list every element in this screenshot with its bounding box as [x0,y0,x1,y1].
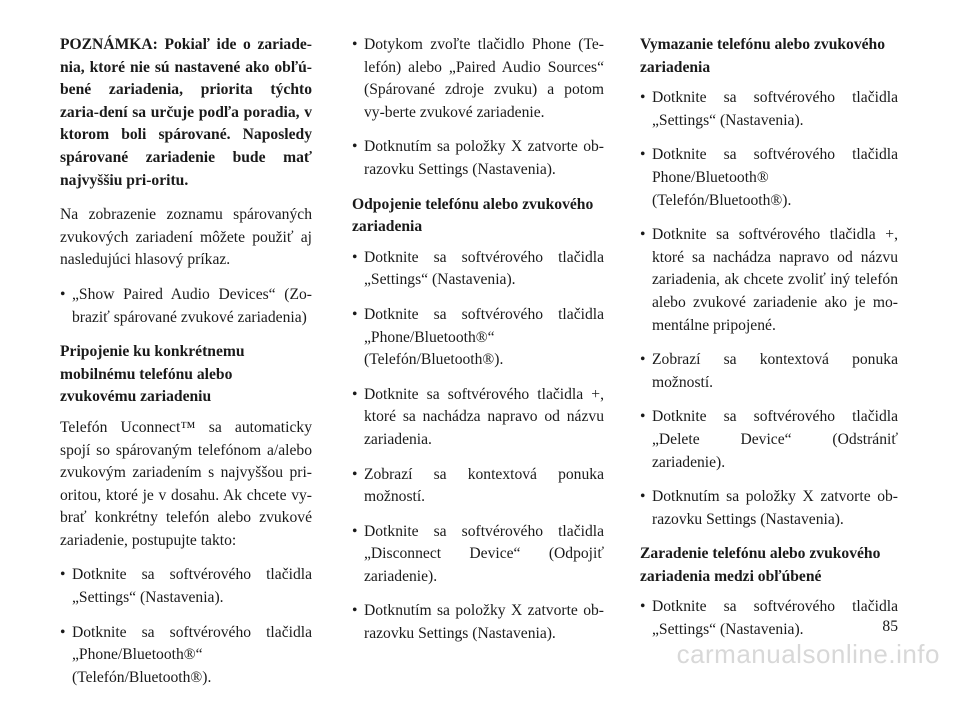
list-item [640,349,898,394]
watermark: carmanualsonline.info [676,639,940,669]
list-item [352,600,604,645]
bullet-icon: • [352,138,358,156]
list-item-text: Zobrazí sa kontextová ponuka možností. [364,465,604,506]
list-item-text: Dotknite sa softvérového tlačidla „Phone/Bluetooth®“ (Telefón/Bluetooth®). [72,623,312,686]
list-item-text: Dotknutím sa položky X zatvorte ob-razovku Settings (Nastavenia). [652,488,898,528]
column-right [640,34,898,654]
paragraph: Na zobrazenie zoznamu spárovaných zvukových zariadení môžete použiť aj nasledujúci hlasový príkaz. [60,206,312,269]
list-item-text: Dotykom zvoľte tlačidlo Phone (Te-lefón) alebo „Paired Audio Sources“ (Spárované zdroje zvuku) a potom vy-berte zvukové zariadenie. [364,36,604,121]
list-item [352,247,604,292]
bullet-icon: • [352,602,358,620]
list-item [352,521,604,589]
bullet-icon: • [352,522,358,540]
column-middle [352,34,604,658]
bullet-icon: • [640,598,646,616]
list-item [352,304,604,372]
list-item [640,144,898,212]
bullet-icon: • [640,488,646,506]
list-item-text: Dotknite sa softvérového tlačidla „Settings“ (Nastavenia). [652,598,898,639]
bullet-icon: • [640,351,646,369]
list-item-text: Zobrazí sa kontextová ponuka možností. [652,351,898,391]
list-item-text: Dotknite sa softvérového tlačidla „Delete Device“ (Odstrániť zariadenie). [652,408,898,471]
bullet-icon: • [352,305,358,323]
list-item [60,622,312,690]
list-item [640,486,898,531]
list-item-text: Dotknite sa softvérového tlačidla „Disconnect Device“ (Odpojiť zariadenie). [364,522,604,585]
list-item-text: „Show Paired Audio Devices“ (Zo-braziť spárované zvukové zariadenia) [72,285,312,326]
list-item [60,284,312,329]
list-item-text: Dotknite sa softvérového tlačidla „Settings“ (Nastavenia). [72,566,312,607]
section-heading: Vymazanie telefónu alebo zvukového zariadenia [640,36,886,76]
column-left [60,34,312,701]
bullet-icon: • [352,36,358,53]
list-item-text: Dotknite sa softvérového tlačidla Phone/Bluetooth® (Telefón/Bluetooth®). [652,146,898,209]
paragraph: Telefón Uconnect™ sa automaticky spojí so spárovaným telefónom a/alebo zvukovým zariadením s najvyššou pri-oritou, ktoré je v dosahu. Ak chcete vy-brať konkrétny telefón alebo zvukové zariadenie, postupujte takto: [60,418,312,549]
list-item-text: Dotknite sa softvérového tlačidla +, ktoré sa nachádza napravo od názvu zariadenia. [364,385,604,448]
bullet-icon: • [640,408,646,426]
note-paragraph: POZNÁMKA: Pokiaľ ide o zariade-nia, ktoré nie sú nastavené ako obľú-bené zariadenia, priorita týchto zaria-dení sa určuje podľa poradia, v ktorom boli spárované. Naposledy spárované zariadenie bude mať najvyššiu pri-oritu. [60,36,312,189]
bullet-icon: • [352,465,358,483]
list-item [352,34,604,124]
list-item [60,564,312,609]
section-heading: Odpojenie telefónu alebo zvukového zariadenia [352,195,594,236]
page-number: 85 [882,618,898,635]
list-item-text: Dotknite sa softvérového tlačidla „Settings“ (Nastavenia). [652,89,898,129]
bullet-icon: • [640,226,646,244]
list-item [352,464,604,509]
list-item-text: Dotknite sa softvérového tlačidla +, ktoré sa nachádza napravo od názvu zariadenia, ak chcete zvoliť iný telefón alebo zvukové zariadenie ako je mo-mentálne pripojené. [652,226,898,334]
list-item-text: Dotknite sa softvérového tlačidla „Phone/Bluetooth®“ (Telefón/Bluetooth®). [364,305,604,369]
list-item-text: Dotknite sa softvérového tlačidla „Settings“ (Nastavenia). [364,248,604,289]
list-item [640,224,898,337]
section-heading: Zaradenie telefónu alebo zvukového zariadenia medzi obľúbené [640,545,881,585]
list-item-text: Dotknutím sa položky X zatvorte ob-razovku Settings (Nastavenia). [364,602,604,643]
list-item-text: Dotknutím sa položky X zatvorte ob-razovku Settings (Nastavenia). [364,138,604,178]
list-item [352,136,604,181]
bullet-icon: • [60,623,66,641]
list-item [640,596,898,641]
section-heading: Pripojenie ku konkrétnemu mobilnému telefónu alebo zvukovému zariadeniu [60,343,245,406]
list-item [640,406,898,474]
bullet-icon: • [640,89,646,107]
bullet-icon: • [352,248,358,266]
bullet-icon: • [60,566,66,584]
bullet-icon: • [60,285,66,303]
list-item [352,384,604,452]
bullet-icon: • [640,146,646,164]
list-item [640,87,898,132]
bullet-icon: • [352,385,358,403]
